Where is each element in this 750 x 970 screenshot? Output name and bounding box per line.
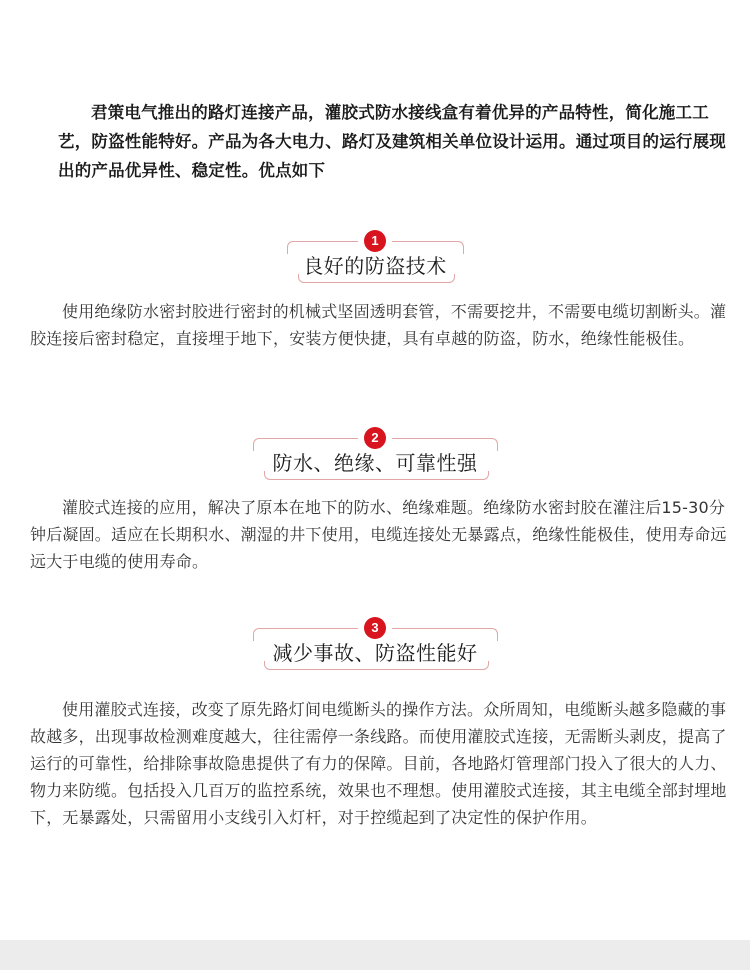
section-2-title: 防水、绝缘、可靠性强 (272, 451, 478, 475)
section-1-frame-bottom (298, 274, 455, 283)
footer-band (0, 940, 750, 970)
section-1-number-badge: 1 (364, 230, 386, 252)
section-1-body: 使用绝缘防水密封胶进行密封的机械式坚固透明套管，不需要挖井，不需要电缆切割断头。灌胶连接后密封稳定，直接埋于地下，安装方便快捷，具有卓越的防盗，防水，绝缘性能极佳。 (30, 302, 727, 348)
intro-paragraph: 君策电气推出的路灯连接产品，灌胶式防水接线盒有着优异的产品特性，简化施工工艺，防盗性能特好。产品为各大电力、路灯及建筑相关单位设计运用。通过项目的运行展现出的产品优异性、稳定性。优点如下 (58, 103, 726, 180)
section-1-title: 良好的防盗技术 (303, 254, 447, 278)
section-3-number-badge: 3 (364, 617, 386, 639)
section-3-title: 减少事故、防盗性能好 (272, 641, 478, 665)
section-2-frame-bottom (264, 471, 489, 480)
section-3-header (0, 617, 750, 677)
section-3-body: 使用灌胶式连接，改变了原先路灯间电缆断头的操作方法。众所周知，电缆断头越多隐藏的事故越多，出现事故检测难度越大，往往需停一条线路。而使用灌胶式连接，无需断头剥皮，提高了运行的可靠性，给排除事故隐患提供了有力的保障。目前，各地路灯管理部门投入了很大的人力、物力来防缆。包括投入几百万的监控系统，效果也不理想。使用灌胶式连接，其主电缆全部封埋地下，无暴露处，只需留用小支线引入灯杆，对于控缆起到了决定性的保护作用。 (30, 700, 727, 827)
section-2-body: 灌胶式连接的应用，解决了原本在地下的防水、绝缘难题。绝缘防水密封胶在灌注后15-30分钟后凝固。适应在长期积水、潮湿的井下使用，电缆连接处无暴露点，绝缘性能极佳，使用寿命远远大于电缆的使用寿命。 (30, 498, 727, 571)
section-2-header (0, 427, 750, 487)
section-2-number-badge: 2 (364, 427, 386, 449)
section-3-frame-bottom (264, 661, 489, 670)
section-1-header (0, 230, 750, 290)
